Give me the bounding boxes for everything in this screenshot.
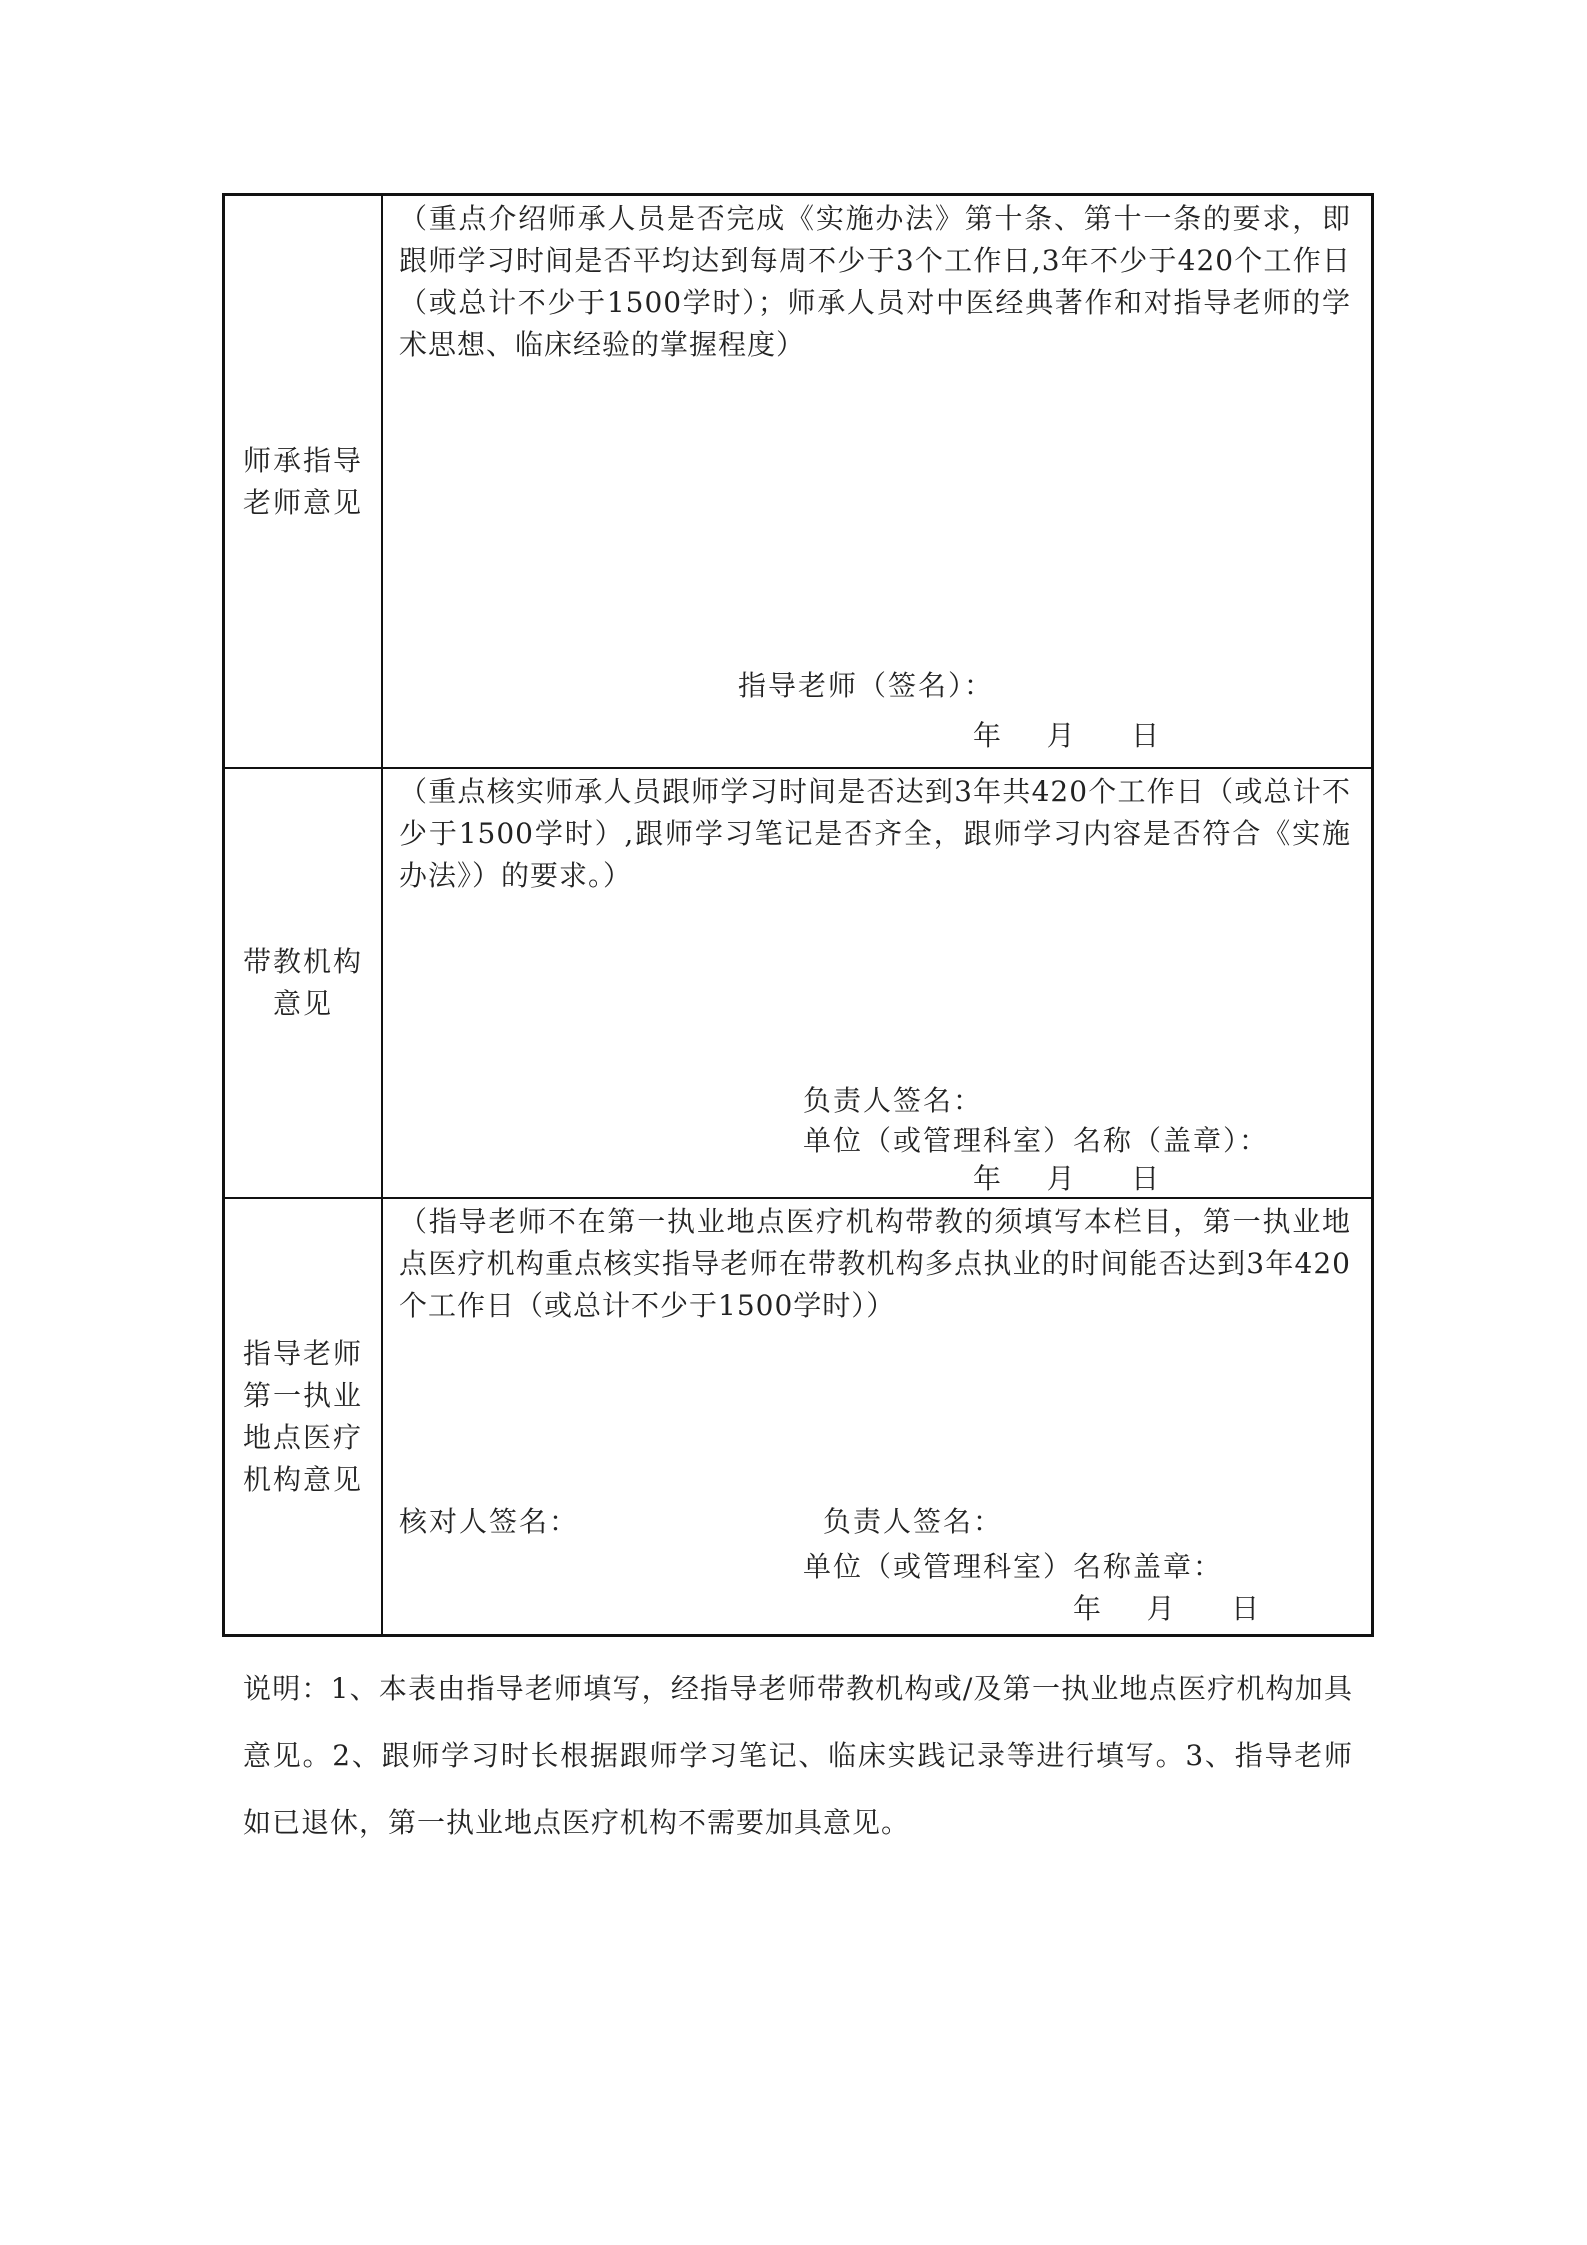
opinion-form-table (222, 193, 1374, 1637)
institution-opinion-field[interactable] (383, 769, 1371, 1197)
mentor-signature-label: 指导老师（签名）： (738, 669, 995, 702)
section-label: 带教机构意见 (243, 945, 364, 1020)
date-line: 年 月 日 (973, 1162, 1162, 1195)
date-line: 年 月 日 (1073, 1592, 1262, 1625)
responsible-person-signature-label: 负责人签名： (803, 1084, 984, 1117)
section-label: 师承指导老师意见 (243, 443, 364, 519)
form-notes: 说明：1、本表由指导老师填写，经指导老师带教机构或/及第一执业地点医疗机构加具意见。2、跟师学习时长根据跟师学习笔记、临床实践记录等进行填写。3、指导老师如已退休，第一执业地点医疗机构不需要加具意见。 (243, 1672, 1353, 1839)
section-label: 指导老师第一执业地点医疗机构意见 (243, 1336, 364, 1496)
section-first-practice-institution-opinion (225, 1199, 1371, 1634)
unit-name-seal-label: 单位（或管理科室）名称（盖章）： (803, 1124, 1270, 1157)
mentor-opinion-field[interactable] (383, 196, 1371, 767)
section-instruction: （重点介绍师承人员是否完成《实施办法》第十条、第十一条的要求，即跟师学习时间是否平均达到每周不少于3个工作日,3年不少于420个工作日（或总计不少于1500学时）；师承人员对中医经典著作和对指导老师的学术思想、临床经验的掌握程度） (399, 202, 1351, 361)
section-mentor-opinion (225, 196, 1371, 769)
section-instruction: （重点核实师承人员跟师学习时间是否达到3年共420个工作日（或总计不少于1500学时）,跟师学习笔记是否齐全，跟师学习内容是否符合《实施办法》）的要求。） (399, 775, 1351, 892)
section-teaching-institution-opinion (225, 769, 1371, 1199)
unit-name-seal-label: 单位（或管理科室）名称盖章： (803, 1550, 1224, 1583)
section-label-cell (225, 1199, 383, 1634)
checker-signature-label: 核对人签名： (399, 1505, 580, 1538)
practice-institution-opinion-field[interactable] (383, 1199, 1371, 1634)
date-line: 年 月 日 (973, 719, 1162, 752)
responsible-person-signature-label: 负责人签名： (823, 1505, 1004, 1538)
section-label-cell (225, 196, 383, 767)
section-instruction: （指导老师不在第一执业地点医疗机构带教的须填写本栏目，第一执业地点医疗机构重点核实指导老师在带教机构多点执业的时间能否达到3年420个工作日（或总计不少于1500学时）） (399, 1205, 1351, 1322)
section-label-cell (225, 769, 383, 1197)
